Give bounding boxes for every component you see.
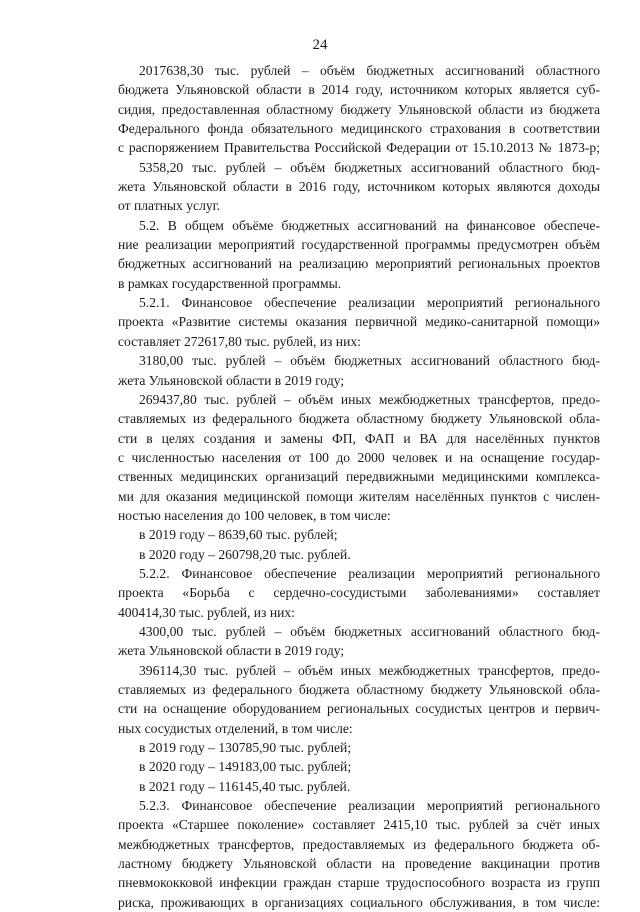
text-line: 3180,00 тыс. рублей – объём бюджетных ассигнований областного бюд- [139, 353, 600, 369]
text-line: в 2020 году – 260798,20 тыс. рублей. [139, 546, 351, 562]
text-line: ных сосудистых отделений, в том числе: [118, 720, 353, 736]
text-line: ластному бюджету Ульяновской области на проведение вакцинации против [118, 856, 600, 872]
text-line: от платных услуг. [118, 198, 221, 214]
text-line: в 2021 году – 116145,40 тыс. рублей. [139, 778, 351, 794]
text-line: ставляемых из федерального бюджета областному бюджету Ульяновской обла- [118, 682, 600, 697]
text-line: 400414,30 тыс. рублей, из них: [118, 604, 295, 620]
text-line: 5358,20 тыс. рублей – объём бюджетных ассигнований областного бюд- [139, 159, 600, 175]
text-line: в рамках государственной программы. [118, 275, 342, 291]
text-line: сидия, предоставленная областному бюджету Ульяновской области из бюджета [118, 101, 600, 117]
text-line: проекта «Старшее поколение» составляет 2415,10 тыс. рублей за счёт иных [118, 817, 600, 833]
text-line: бюджета Ульяновской области в 2014 году, источником которых является суб- [118, 82, 600, 98]
text-line: жета Ульяновской области в 2019 году; [118, 372, 345, 388]
document-body [118, 61, 600, 912]
text-line: в 2019 году – 130785,90 тыс. рублей; [139, 740, 352, 756]
text-line: с распоряжением Правительства Российской Федерации от 15.10.2013 № 1873-р; [118, 140, 600, 156]
text-line: составляет 272617,80 тыс. рублей, из них: [118, 333, 361, 349]
text-line: Федерального фонда обязательного медицинского страхования в соответствии [118, 121, 600, 137]
text-line: 5.2. В общем объёме бюджетных ассигнований на финансовое обеспече- [139, 217, 600, 233]
text-line: с численностью населения от 100 до 2000 человек и на оснащение государ- [118, 449, 600, 465]
text-line: жета Ульяновской области в 2019 году; [118, 643, 345, 659]
text-line: ми для оказания медицинской помощи жителям населённых пунктов с числен- [118, 488, 600, 504]
text-line: 5.2.3. Финансовое обеспечение реализации мероприятий регионального [139, 798, 600, 814]
text-line: ние реализации мероприятий государственной программы предусмотрен объём [118, 237, 600, 253]
text-line: 5.2.2. Финансовое обеспечение реализации мероприятий регионального [139, 565, 600, 581]
text-line: в 2020 году – 149183,00 тыс. рублей; [139, 759, 352, 775]
text-line: межбюджетных трансфертов, предоставляемых из федерального бюджета об- [118, 836, 600, 852]
text-line: в 2019 году – 8639,60 тыс. рублей; [139, 527, 338, 543]
text-line: ставляемых из федерального бюджета областному бюджету Ульяновской обла- [118, 411, 600, 427]
text-line: сти в целях создания и замены ФП, ФАП и ВА для населённых пунктов [118, 430, 600, 446]
text-line: сти на оснащение оборудованием региональных сосудистых центров и первич- [118, 701, 600, 717]
text-line: риска, проживающих в организациях социального обслуживания, в том числе: [118, 894, 600, 910]
text-line: бюджетных ассигнований на реализацию мероприятий региональных проектов [118, 256, 600, 272]
text-line: пневмококковой инфекции граждан старше трудоспособного возраста из групп [118, 875, 600, 891]
page-number: 24 [312, 37, 328, 53]
text-line: 5.2.1. Финансовое обеспечение реализации мероприятий регионального [139, 295, 600, 311]
text-line: проекта «Развитие системы оказания первичной медико-санитарной помощи» [118, 314, 600, 330]
text-line: проекта «Борьба с сердечно-сосудистыми заболеваниями» составляет [118, 585, 600, 601]
text-line: жета Ульяновской области в 2016 году, источником которых являются доходы [118, 179, 600, 195]
text-line: ностью населения до 100 человек, в том числе: [118, 507, 391, 523]
text-line: ственных медицинских организаций передвижными медицинскими комплекса- [118, 469, 600, 485]
text-line: 396114,30 тыс. рублей – объём иных межбюджетных трансфертов, предо- [139, 662, 600, 678]
text-line: 4300,00 тыс. рублей – объём бюджетных ассигнований областного бюд- [139, 623, 600, 639]
text-line: 269437,80 тыс. рублей – объём иных межбюджетных трансфертов, предо- [139, 391, 600, 407]
text-line: 2017638,30 тыс. рублей – объём бюджетных ассигнований областного [139, 63, 600, 78]
